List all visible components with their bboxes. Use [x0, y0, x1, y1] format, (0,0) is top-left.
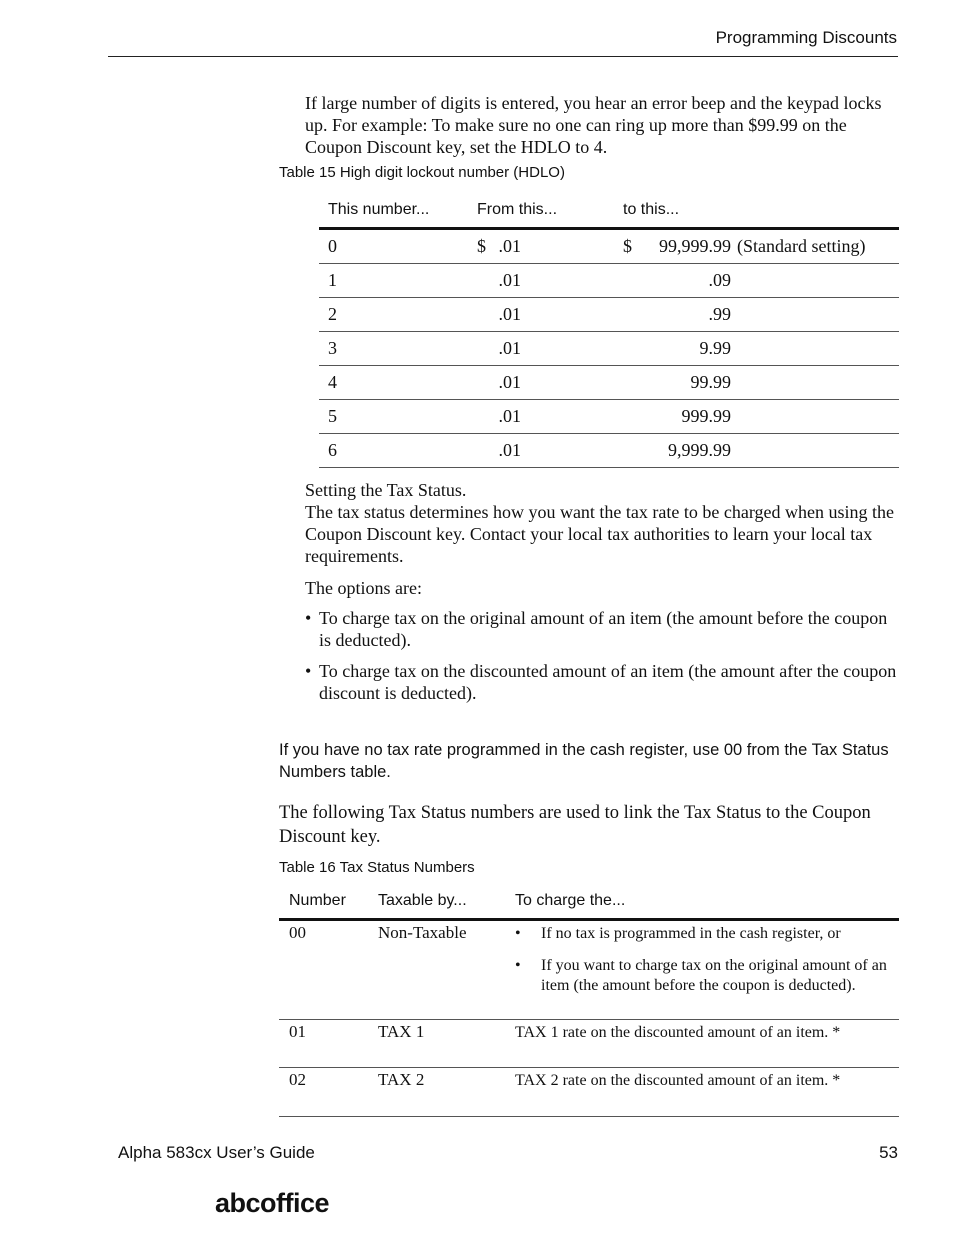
- intro-paragraph: If large number of digits is entered, you hear an error beep and the keypad locks up. For example: To make sure no one can ring up more than $99.99 on the Coupon Discount key, set the HDLO to 4.: [305, 93, 882, 157]
- cell-from: .01: [498, 338, 521, 358]
- footer-title: Alpha 583cx User’s Guide: [118, 1143, 315, 1162]
- cell-to: 999.99: [681, 406, 731, 426]
- cell-to: 9.99: [699, 338, 731, 358]
- table-row: [319, 400, 899, 434]
- cell-number: 3: [328, 338, 337, 358]
- cell-from: .01: [498, 236, 521, 256]
- table15-header-number: This number...: [328, 201, 430, 218]
- table16-header-number: Number: [289, 892, 346, 909]
- cell-from: .01: [498, 304, 521, 324]
- table15: [319, 195, 899, 468]
- cell-to: 99,999.99: [659, 236, 731, 256]
- bullet-icon: •: [515, 957, 521, 974]
- cell-number: 2: [328, 304, 337, 324]
- cell-number: 00: [289, 923, 306, 942]
- table-row: [279, 1020, 899, 1068]
- cell-to: 99.99: [690, 372, 731, 392]
- list-item: [305, 660, 897, 704]
- tax-status-heading: Setting the Tax Status.: [305, 480, 467, 500]
- cell-from: .01: [498, 372, 521, 392]
- list-item: [515, 924, 895, 944]
- table-row: [279, 921, 899, 1020]
- bullet-icon: •: [515, 925, 521, 942]
- option-text: To charge tax on the original amount of an item (the amount before the coupon is deducted).: [319, 608, 888, 650]
- cell-taxable: Non-Taxable: [378, 923, 467, 942]
- cell-charge: TAX 2 rate on the discounted amount of an item. *: [515, 1072, 841, 1089]
- cell-to: .99: [708, 304, 731, 324]
- cell-taxable: TAX 1: [378, 1022, 425, 1041]
- table16: [279, 889, 899, 1117]
- charge-text: If you want to charge tax on the original amount of an item (the amount before the coupon is deducted).: [541, 957, 887, 994]
- table16-header-charge: To charge the...: [515, 892, 626, 909]
- cell-charge: TAX 1 rate on the discounted amount of an item. *: [515, 1024, 841, 1041]
- table16-header-taxable: Taxable by...: [378, 892, 467, 909]
- following-paragraph: The following Tax Status numbers are used to link the Tax Status to the Coupon Discount key.: [279, 803, 871, 847]
- bullet-icon: •: [305, 661, 312, 681]
- cell-number: 6: [328, 440, 337, 460]
- cell-note: (Standard setting): [737, 236, 866, 256]
- list-item: [515, 956, 895, 996]
- cell-from: .01: [498, 440, 521, 460]
- tax-status-description: The tax status determines how you want the tax rate to be charged when using the Coupon Discount key. Contact your local tax authorities to learn your local tax requirements.: [305, 502, 894, 566]
- cell-number: 02: [289, 1070, 306, 1089]
- table15-caption: Table 15 High digit lockout number (HDLO): [279, 164, 565, 181]
- options-list: [305, 607, 897, 704]
- tax-status-section: [305, 479, 897, 713]
- table-row: [319, 264, 899, 298]
- header-rule: [108, 56, 898, 57]
- bullet-icon: •: [305, 608, 312, 628]
- cell-from: .01: [498, 406, 521, 426]
- list-item: [305, 607, 897, 651]
- abcoffice-logo: abcoffice: [215, 1188, 330, 1218]
- cell-from-symbol: $: [477, 236, 486, 256]
- table16-header-row: [279, 889, 899, 921]
- cell-from: .01: [498, 270, 521, 290]
- option-text: To charge tax on the discounted amount of an item (the amount after the coupon discount is deducted).: [319, 661, 897, 703]
- table-row: [279, 1068, 899, 1117]
- cell-number: 1: [328, 270, 337, 290]
- running-header: Programming Discounts: [715, 28, 897, 47]
- cell-charge: [515, 924, 895, 996]
- table-row: [319, 298, 899, 332]
- table-row: [319, 434, 899, 468]
- note-paragraph: If you have no tax rate programmed in the cash register, use 00 from the Tax Status Numbers table.: [279, 741, 889, 781]
- cell-number: 01: [289, 1022, 306, 1041]
- table-row: [319, 366, 899, 400]
- table-row: [319, 332, 899, 366]
- cell-to: .09: [708, 270, 731, 290]
- cell-taxable: TAX 2: [378, 1070, 425, 1089]
- cell-number: 5: [328, 406, 337, 426]
- cell-to: 9,999.99: [668, 440, 731, 460]
- cell-number: 0: [328, 236, 337, 256]
- cell-number: 4: [328, 372, 337, 392]
- table16-caption: Table 16 Tax Status Numbers: [279, 859, 475, 876]
- table15-header-to: to this...: [623, 201, 680, 218]
- charge-text: If no tax is programmed in the cash register, or: [541, 925, 841, 942]
- options-intro: The options are:: [305, 578, 422, 598]
- cell-to-symbol: $: [623, 236, 632, 256]
- page-number: 53: [879, 1143, 898, 1162]
- table15-header-from: From this...: [477, 201, 558, 218]
- table15-header-row: [319, 195, 899, 230]
- table-row: [319, 230, 899, 264]
